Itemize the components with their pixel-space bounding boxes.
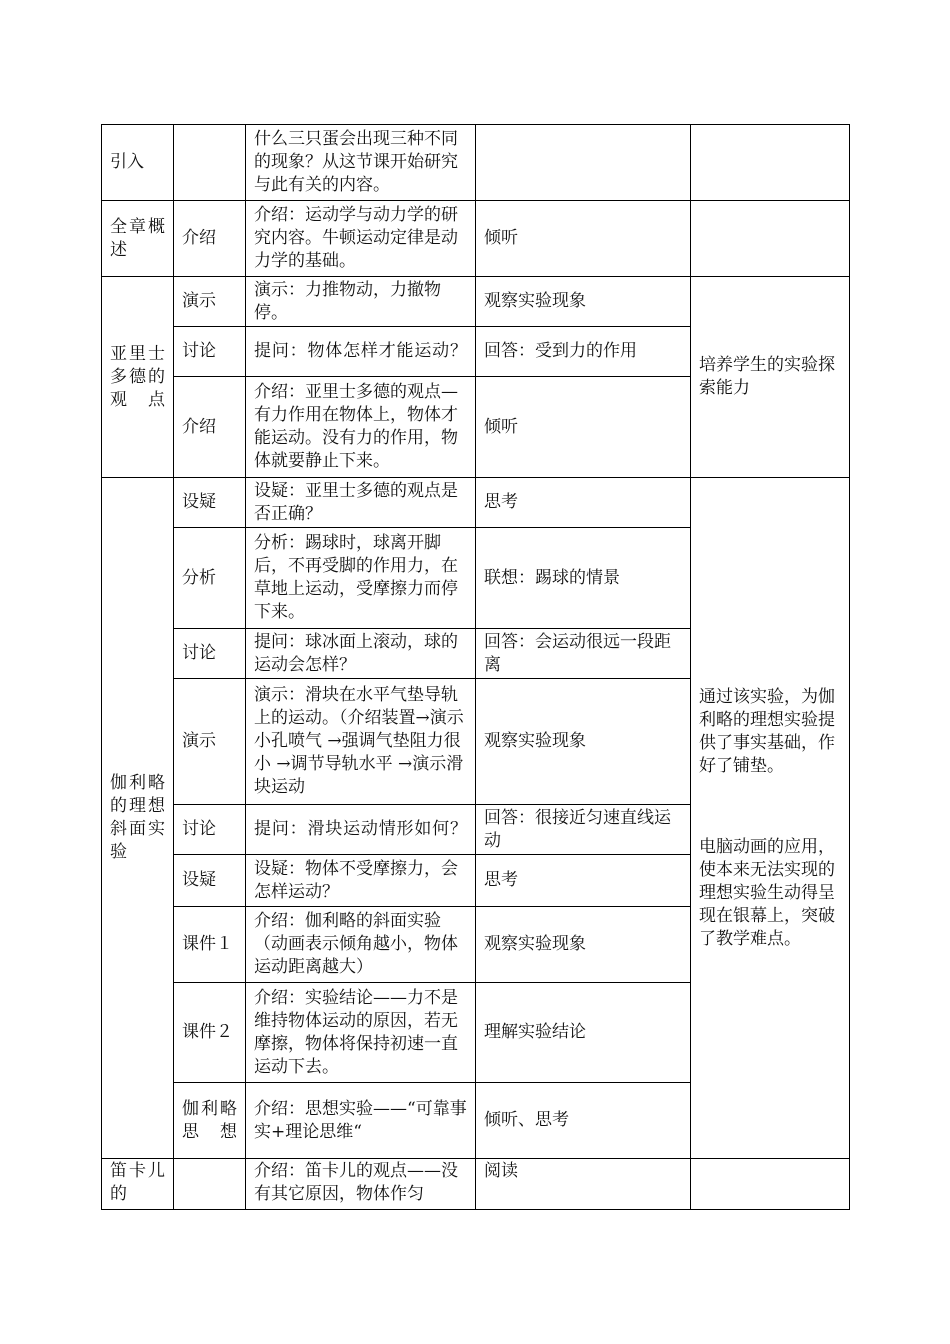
method-cell: 讨论 [174, 629, 246, 679]
student-activity-cell: 倾听 [476, 377, 691, 478]
teacher-activity-cell: 演示：滑块在水平气垫导轨上的运动。（介绍装置→演示小孔喷气 →强调气垫阻力很小 →调节导轨水平 →演示滑块运动 [246, 679, 476, 805]
teacher-activity-cell: 介绍：亚里士多德的观点—有力作用在物体上，物体才能运动。没有力的作用，物体就要静止下来。 [246, 377, 476, 478]
stage-cell: 全章概述 [102, 201, 174, 277]
student-activity-cell: 观察实验现象 [476, 679, 691, 805]
teacher-activity-cell: 提问：球冰面上滚动，球的运动会怎样？ [246, 629, 476, 679]
design-intent-cell [691, 478, 850, 1159]
student-activity-cell: 回答：会运动很远一段距离 [476, 629, 691, 679]
stage-cell: 亚里士多德的观点 [102, 277, 174, 478]
student-activity-cell: 回答：很接近匀速直线运动 [476, 805, 691, 855]
table-row [102, 277, 850, 327]
stage-cell: 伽利略的理想斜面实验 [102, 478, 174, 1159]
student-activity-cell: 倾听 [476, 201, 691, 277]
method-cell: 介绍 [174, 377, 246, 478]
student-activity-cell: 阅读 [476, 1159, 691, 1210]
teacher-activity-cell: 分析：踢球时，球离开脚后，不再受脚的作用力，在草地上运动，受摩擦力而停下来。 [246, 528, 476, 629]
method-cell: 设疑 [174, 478, 246, 528]
student-activity-cell [476, 125, 691, 201]
design-intent-cell [691, 201, 850, 277]
table-row [102, 1159, 850, 1210]
teacher-activity-cell: 介绍：伽利略的斜面实验（动画表示倾角越小，物体运动距离越大） [246, 907, 476, 983]
method-cell [174, 1159, 246, 1210]
teacher-activity-cell: 介绍：思想实验——“可靠事实+理论思维“ [246, 1083, 476, 1159]
teacher-activity-cell: 设疑：物体不受摩擦力，会怎样运动？ [246, 855, 476, 907]
design-intent-cell: 培养学生的实验探索能力 [691, 277, 850, 478]
method-cell: 讨论 [174, 327, 246, 377]
method-cell: 课件２ [174, 983, 246, 1083]
stage-cell: 引入 [102, 125, 174, 201]
teacher-activity-cell: 提问：物体怎样才能运动？ [246, 327, 476, 377]
table-row [102, 125, 850, 201]
teacher-activity-cell: 演示：力推物动，力撤物停。 [246, 277, 476, 327]
student-activity-cell: 观察实验现象 [476, 277, 691, 327]
method-cell: 讨论 [174, 805, 246, 855]
design-intent-cell [691, 1159, 850, 1210]
student-activity-cell: 联想：踢球的情景 [476, 528, 691, 629]
lesson-plan-table [101, 124, 850, 1210]
method-cell: 介绍 [174, 201, 246, 277]
design-intent-note: 通过该实验，为伽利略的理想实验提供了事实基础，作好了铺垫。 [699, 686, 835, 776]
student-activity-cell: 倾听、思考 [476, 1083, 691, 1159]
student-activity-cell: 思考 [476, 855, 691, 907]
teacher-activity-cell: 提问：滑块运动情形如何？ [246, 805, 476, 855]
method-cell: 演示 [174, 277, 246, 327]
student-activity-cell: 回答：受到力的作用 [476, 327, 691, 377]
student-activity-cell: 思考 [476, 478, 691, 528]
method-cell: 分析 [174, 528, 246, 629]
teacher-activity-cell: 设疑：亚里士多德的观点是否正确？ [246, 478, 476, 528]
method-cell: 演示 [174, 679, 246, 805]
method-cell [174, 125, 246, 201]
teacher-activity-cell: 介绍：笛卡儿的观点——没有其它原因，物体作匀 [246, 1159, 476, 1210]
student-activity-cell: 观察实验现象 [476, 907, 691, 983]
table-row [102, 201, 850, 277]
method-cell: 伽利略思想 [174, 1083, 246, 1159]
table-row [102, 478, 850, 528]
stage-cell: 笛卡儿的 [102, 1159, 174, 1210]
design-intent-note: 电脑动画的应用，使本来无法实现的理想实验生动得呈现在银幕上，突破了教学难点。 [699, 836, 835, 949]
method-cell: 课件１ [174, 907, 246, 983]
method-cell: 设疑 [174, 855, 246, 907]
student-activity-cell: 理解实验结论 [476, 983, 691, 1083]
teacher-activity-cell: 介绍：运动学与动力学的研究内容。牛顿运动定律是动力学的基础。 [246, 201, 476, 277]
teacher-activity-cell: 什么三只蛋会出现三种不同的现象？从这节课开始研究与此有关的内容。 [246, 125, 476, 201]
teacher-activity-cell: 介绍：实验结论——力不是维持物体运动的原因，若无摩擦，物体将保持初速一直运动下去。 [246, 983, 476, 1083]
design-intent-cell [691, 125, 850, 201]
